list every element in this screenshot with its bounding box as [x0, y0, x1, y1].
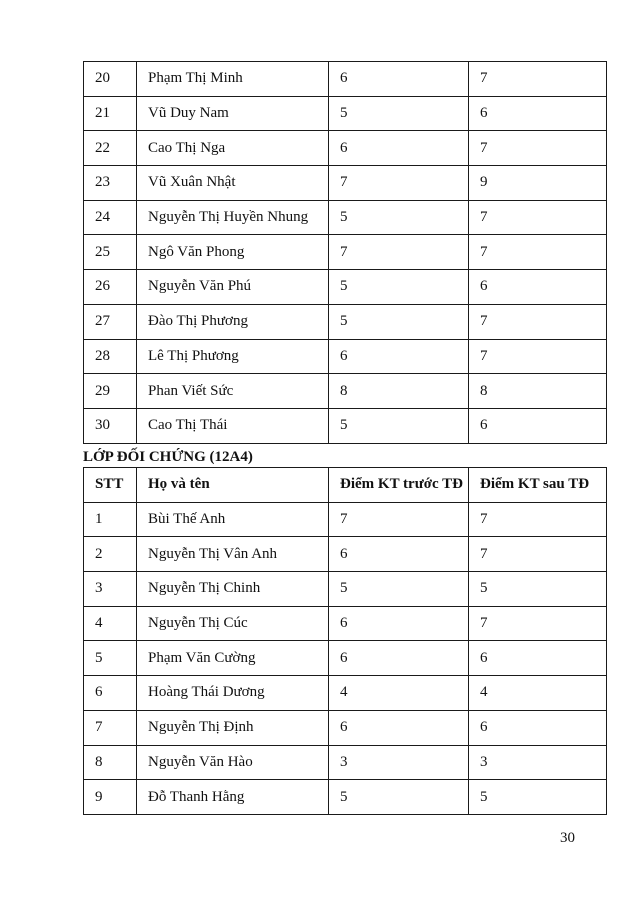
- header-score-after: Điểm KT sau TĐ: [469, 468, 607, 503]
- cell-stt: 30: [84, 408, 137, 443]
- table-row: [84, 572, 607, 607]
- cell-stt: 25: [84, 235, 137, 270]
- cell-full-name: Nguyễn Văn Hào: [137, 745, 329, 780]
- cell-score-before: 6: [329, 606, 469, 641]
- cell-score-before: 5: [329, 270, 469, 305]
- cell-full-name: Hoàng Thái Dương: [137, 676, 329, 711]
- cell-score-before: 6: [329, 641, 469, 676]
- cell-stt: 24: [84, 200, 137, 235]
- cell-full-name: Đào Thị Phương: [137, 304, 329, 339]
- cell-stt: 26: [84, 270, 137, 305]
- cell-score-after: 7: [469, 131, 607, 166]
- cell-score-before: 6: [329, 710, 469, 745]
- cell-stt: 23: [84, 166, 137, 201]
- table-row: [84, 606, 607, 641]
- cell-score-before: 7: [329, 235, 469, 270]
- cell-score-after: 6: [469, 270, 607, 305]
- cell-stt: 8: [84, 745, 137, 780]
- cell-score-before: 3: [329, 745, 469, 780]
- table-row: [84, 780, 607, 815]
- cell-full-name: Đỗ Thanh Hằng: [137, 780, 329, 815]
- cell-stt: 3: [84, 572, 137, 607]
- experimental-class-table-continued: [83, 61, 607, 444]
- cell-stt: 27: [84, 304, 137, 339]
- table-row: [84, 200, 607, 235]
- cell-score-before: 8: [329, 374, 469, 409]
- control-class-heading: LỚP ĐỐI CHỨNG (12A4): [83, 449, 253, 465]
- cell-stt: 9: [84, 780, 137, 815]
- table-row: [84, 270, 607, 305]
- cell-score-before: 5: [329, 200, 469, 235]
- table-row: [84, 676, 607, 711]
- table-row: [84, 710, 607, 745]
- cell-score-before: 5: [329, 572, 469, 607]
- table-row: [84, 96, 607, 131]
- table-row: [84, 131, 607, 166]
- cell-stt: 28: [84, 339, 137, 374]
- page-number: 30: [560, 830, 575, 846]
- header-score-before: Điểm KT trước TĐ: [329, 468, 469, 503]
- cell-score-after: 9: [469, 166, 607, 201]
- cell-stt: 21: [84, 96, 137, 131]
- cell-full-name: Nguyễn Thị Huyền Nhung: [137, 200, 329, 235]
- cell-score-before: 5: [329, 780, 469, 815]
- cell-score-after: 7: [469, 62, 607, 97]
- table-row: [84, 166, 607, 201]
- cell-stt: 4: [84, 606, 137, 641]
- header-stt: STT: [84, 468, 137, 503]
- cell-stt: 7: [84, 710, 137, 745]
- cell-score-after: 5: [469, 572, 607, 607]
- cell-score-before: 6: [329, 537, 469, 572]
- cell-score-after: 4: [469, 676, 607, 711]
- cell-full-name: Vũ Duy Nam: [137, 96, 329, 131]
- cell-score-before: 7: [329, 166, 469, 201]
- table-row: [84, 537, 607, 572]
- cell-score-before: 7: [329, 502, 469, 537]
- cell-score-before: 5: [329, 408, 469, 443]
- cell-stt: 2: [84, 537, 137, 572]
- table-row: [84, 408, 607, 443]
- header-full-name: Họ và tên: [137, 468, 329, 503]
- cell-stt: 29: [84, 374, 137, 409]
- cell-score-after: 7: [469, 502, 607, 537]
- table-row: [84, 304, 607, 339]
- cell-score-after: 6: [469, 96, 607, 131]
- cell-stt: 22: [84, 131, 137, 166]
- cell-score-before: 6: [329, 339, 469, 374]
- cell-score-before: 4: [329, 676, 469, 711]
- cell-full-name: Cao Thị Nga: [137, 131, 329, 166]
- cell-full-name: Vũ Xuân Nhật: [137, 166, 329, 201]
- cell-score-after: 7: [469, 304, 607, 339]
- cell-score-before: 6: [329, 131, 469, 166]
- cell-score-after: 3: [469, 745, 607, 780]
- cell-score-before: 5: [329, 96, 469, 131]
- cell-full-name: Nguyễn Thị Định: [137, 710, 329, 745]
- cell-stt: 20: [84, 62, 137, 97]
- cell-full-name: Lê Thị Phương: [137, 339, 329, 374]
- cell-score-after: 7: [469, 606, 607, 641]
- cell-score-after: 6: [469, 710, 607, 745]
- cell-full-name: Phan Viết Sức: [137, 374, 329, 409]
- cell-score-after: 5: [469, 780, 607, 815]
- table-header-row: [84, 468, 607, 503]
- cell-score-after: 6: [469, 641, 607, 676]
- cell-score-before: 6: [329, 62, 469, 97]
- cell-full-name: Nguyễn Thị Chinh: [137, 572, 329, 607]
- cell-full-name: Cao Thị Thái: [137, 408, 329, 443]
- cell-stt: 5: [84, 641, 137, 676]
- cell-score-after: 7: [469, 537, 607, 572]
- cell-full-name: Ngô Văn Phong: [137, 235, 329, 270]
- cell-full-name: Phạm Thị Minh: [137, 62, 329, 97]
- table-row: [84, 62, 607, 97]
- cell-full-name: Bùi Thế Anh: [137, 502, 329, 537]
- table-row: [84, 745, 607, 780]
- cell-score-after: 8: [469, 374, 607, 409]
- cell-full-name: Nguyễn Thị Cúc: [137, 606, 329, 641]
- cell-score-after: 7: [469, 339, 607, 374]
- cell-score-before: 5: [329, 304, 469, 339]
- cell-stt: 6: [84, 676, 137, 711]
- cell-full-name: Nguyễn Thị Vân Anh: [137, 537, 329, 572]
- cell-score-after: 7: [469, 235, 607, 270]
- cell-full-name: Nguyễn Văn Phú: [137, 270, 329, 305]
- cell-score-after: 6: [469, 408, 607, 443]
- table-row: [84, 374, 607, 409]
- table-row: [84, 502, 607, 537]
- cell-full-name: Phạm Văn Cường: [137, 641, 329, 676]
- cell-stt: 1: [84, 502, 137, 537]
- table-row: [84, 641, 607, 676]
- control-class-table: [83, 467, 607, 815]
- cell-score-after: 7: [469, 200, 607, 235]
- table-row: [84, 235, 607, 270]
- table-row: [84, 339, 607, 374]
